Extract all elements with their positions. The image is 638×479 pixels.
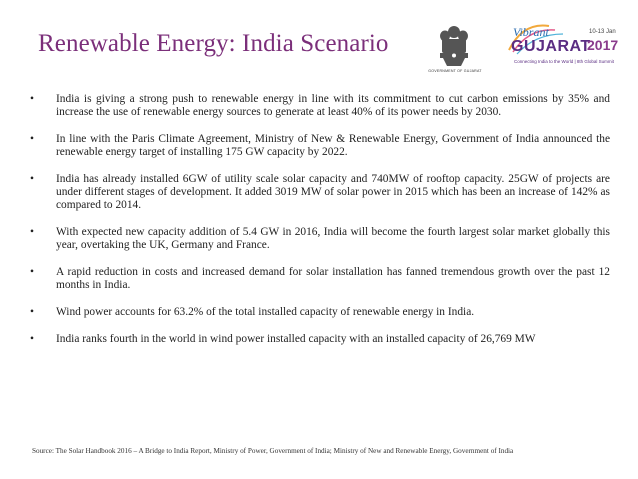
bullet-text: In line with the Paris Climate Agreement, Ministry of New & Renewable Energy, Government of India announced the renewable energy target of installing 175 GW capacity by 2022. (56, 133, 610, 158)
logo-year: 2017 (587, 37, 619, 53)
bullet-item (30, 173, 610, 212)
lion-capital-emblem-icon (434, 22, 474, 74)
bullet-icon: • (30, 333, 34, 345)
bullet-icon: • (30, 266, 34, 278)
bullet-icon: • (30, 133, 34, 145)
bullet-text: India is giving a strong push to renewable energy in line with its commitment to cut carbon emissions by 35% and increase the use of renewable energy sources to generate at least 40% of its power needs by 2030. (56, 93, 610, 118)
bullet-item (30, 266, 610, 292)
logo-dates: 10-13 Jan (589, 29, 616, 35)
bullet-item (30, 226, 610, 252)
bullet-icon: • (30, 173, 34, 185)
bullet-icon: • (30, 306, 34, 318)
bullet-icon: • (30, 93, 34, 105)
emblem-caption: GOVERNMENT OF GUJARAT (428, 69, 482, 73)
logo-gujarat-text: GUJARAT (511, 38, 591, 55)
bullet-text: With expected new capacity addition of 5.4 GW in 2016, India will become the fourth largest solar market globally this year, overtaking the UK, Germany and France. (56, 226, 610, 251)
slide-title: Renewable Energy: India Scenario (38, 30, 389, 57)
bullet-text: India ranks fourth in the world in wind power installed capacity with an installed capacity of 26,769 MW (56, 333, 536, 345)
bullet-item (30, 133, 610, 159)
bullet-text: Wind power accounts for 63.2% of the total installed capacity of renewable energy in India. (56, 306, 475, 318)
bullet-text: India has already installed 6GW of utility scale solar capacity and 740MW of rooftop capacity. 25GW of projects are under different stages of development. It added 3019 MW of solar power in 2015 which has been an increase of 142% as compared to 2014. (56, 173, 610, 211)
bullet-item (30, 93, 610, 119)
bullet-text: A rapid reduction in costs and increased demand for solar installation has fanned tremendous growth over the past 12 months in India. (56, 266, 610, 291)
bullet-item (30, 306, 610, 319)
source-citation: Source: The Solar Handbook 2016 – A Bridge to India Report, Ministry of Power, Government of India; Ministry of New and Renewable Energy, Government of India (32, 447, 514, 455)
bullet-icon: • (30, 226, 34, 238)
logo-vibrant-text: Vibrant (513, 25, 549, 39)
bullet-item (30, 333, 610, 346)
vibrant-gujarat-logo (503, 20, 621, 76)
logo-tagline: Connecting India to the World | 8th Global Summit (514, 59, 614, 64)
bullet-list (30, 93, 610, 360)
